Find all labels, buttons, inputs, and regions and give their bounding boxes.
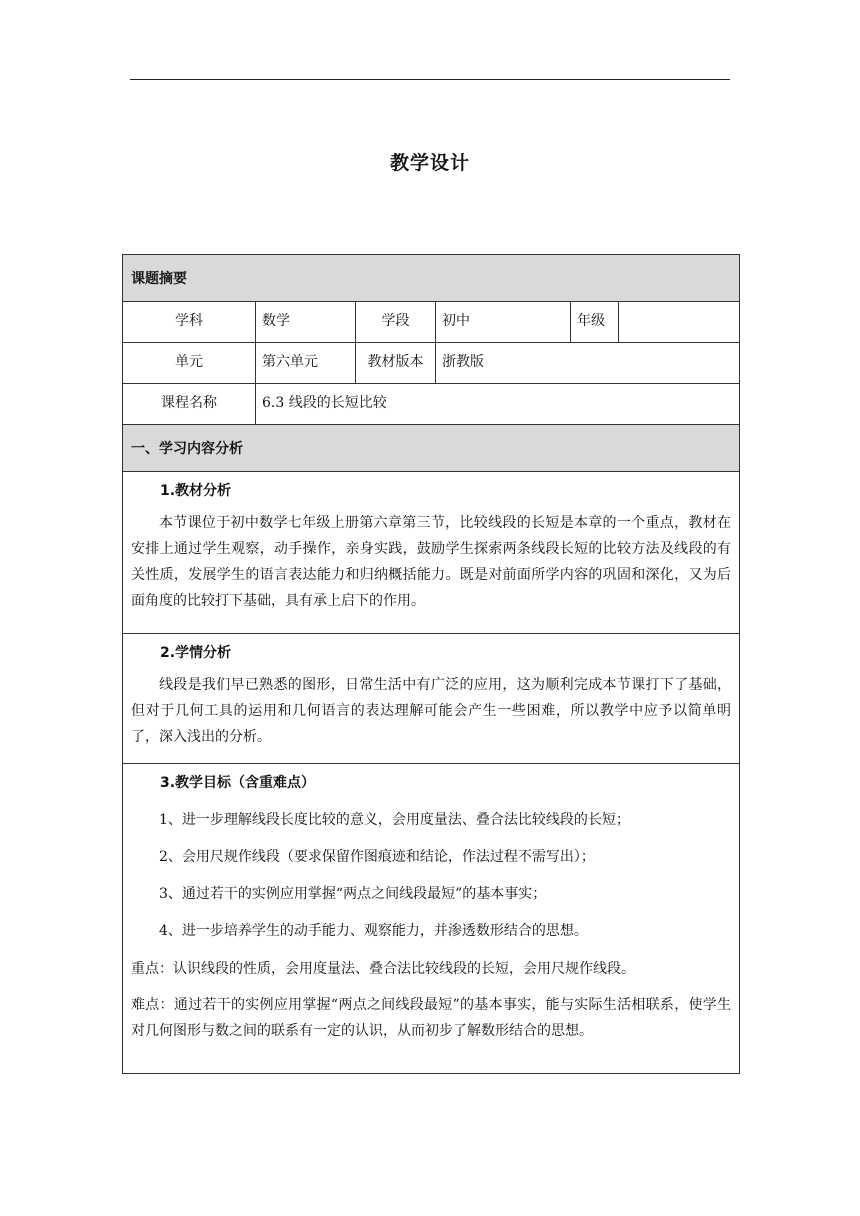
summary-header-row <box>123 255 740 302</box>
stage-label: 学段 <box>356 302 436 343</box>
key-points: 重点：认识线段的性质，会用度量法、叠合法比较线段的长短，会用尺规作线段。 <box>131 961 635 977</box>
teaching-goals-row <box>123 764 740 1074</box>
stage-value: 初中 <box>436 302 571 343</box>
difficulties: 难点：通过若干的实例应用掌握“两点之间线段最短”的基本事实，能与实际生活相联系，使学生对几何图形与数之间的联系有一定的认识，从而初步了解数形结合的思想。 <box>131 997 732 1039</box>
course-row <box>123 384 740 425</box>
grade-label: 年级 <box>571 302 619 343</box>
student-analysis-text: 线段是我们早已熟悉的图形，日常生活中有广泛的应用，这为顺利完成本节课打下了基础，但对于几何工具的运用和几何语言的表达理解可能会产生一些困难，所以教学中应予以简单明了，深入浅出的分析。 <box>131 677 732 745</box>
student-analysis-row <box>123 634 740 764</box>
summary-heading: 课题摘要 <box>123 255 740 302</box>
teaching-goals-title: 3.教学目标（含重难点） <box>160 775 316 791</box>
edition-label: 教材版本 <box>356 343 436 384</box>
grade-value <box>619 302 740 343</box>
edition-value: 浙教版 <box>436 343 740 384</box>
course-label: 课程名称 <box>123 384 256 425</box>
unit-label: 单元 <box>123 343 256 384</box>
header-rule <box>130 79 730 80</box>
unit-value: 第六单元 <box>256 343 356 384</box>
subject-value: 数学 <box>256 302 356 343</box>
subject-row <box>123 302 740 343</box>
student-analysis-cell <box>123 634 740 764</box>
textbook-analysis-title: 1.教材分析 <box>160 483 232 499</box>
goal-item: 1、进一步理解线段长度比较的意义，会用度量法、叠合法比较线段的长短； <box>159 812 630 828</box>
document-title: 教学设计 <box>389 152 470 174</box>
lesson-design-table <box>122 254 740 1074</box>
teaching-goals-cell <box>123 764 740 1074</box>
goal-item: 2、会用尺规作线段（要求保留作图痕迹和结论，作法过程不需写出）； <box>159 849 595 865</box>
subject-label: 学科 <box>123 302 256 343</box>
section1-heading: 一、学习内容分析 <box>123 425 740 472</box>
unit-row <box>123 343 740 384</box>
section1-header-row <box>123 425 740 472</box>
textbook-analysis-cell <box>123 472 740 634</box>
student-analysis-title: 2.学情分析 <box>160 645 232 661</box>
textbook-analysis-text: 本节课位于初中数学七年级上册第六章第三节，比较线段的长短是本章的一个重点，教材在安排上通过学生观察，动手操作，亲身实践，鼓励学生探索两条线段长短的比较方法及线段的有关性质，发展学生的语言表达能力和归纳概括能力。既是对前面所学内容的巩固和深化，又为后面角度的比较打下基础，具有承上启下的作用。 <box>131 515 732 609</box>
course-value: 6.3 线段的长短比较 <box>256 384 740 425</box>
goal-item: 3、通过若干的实例应用掌握“两点之间线段最短”的基本事实； <box>159 886 547 902</box>
goal-item: 4、进一步培养学生的动手能力、观察能力，并渗透数形结合的思想。 <box>159 923 588 939</box>
textbook-analysis-row <box>123 472 740 634</box>
